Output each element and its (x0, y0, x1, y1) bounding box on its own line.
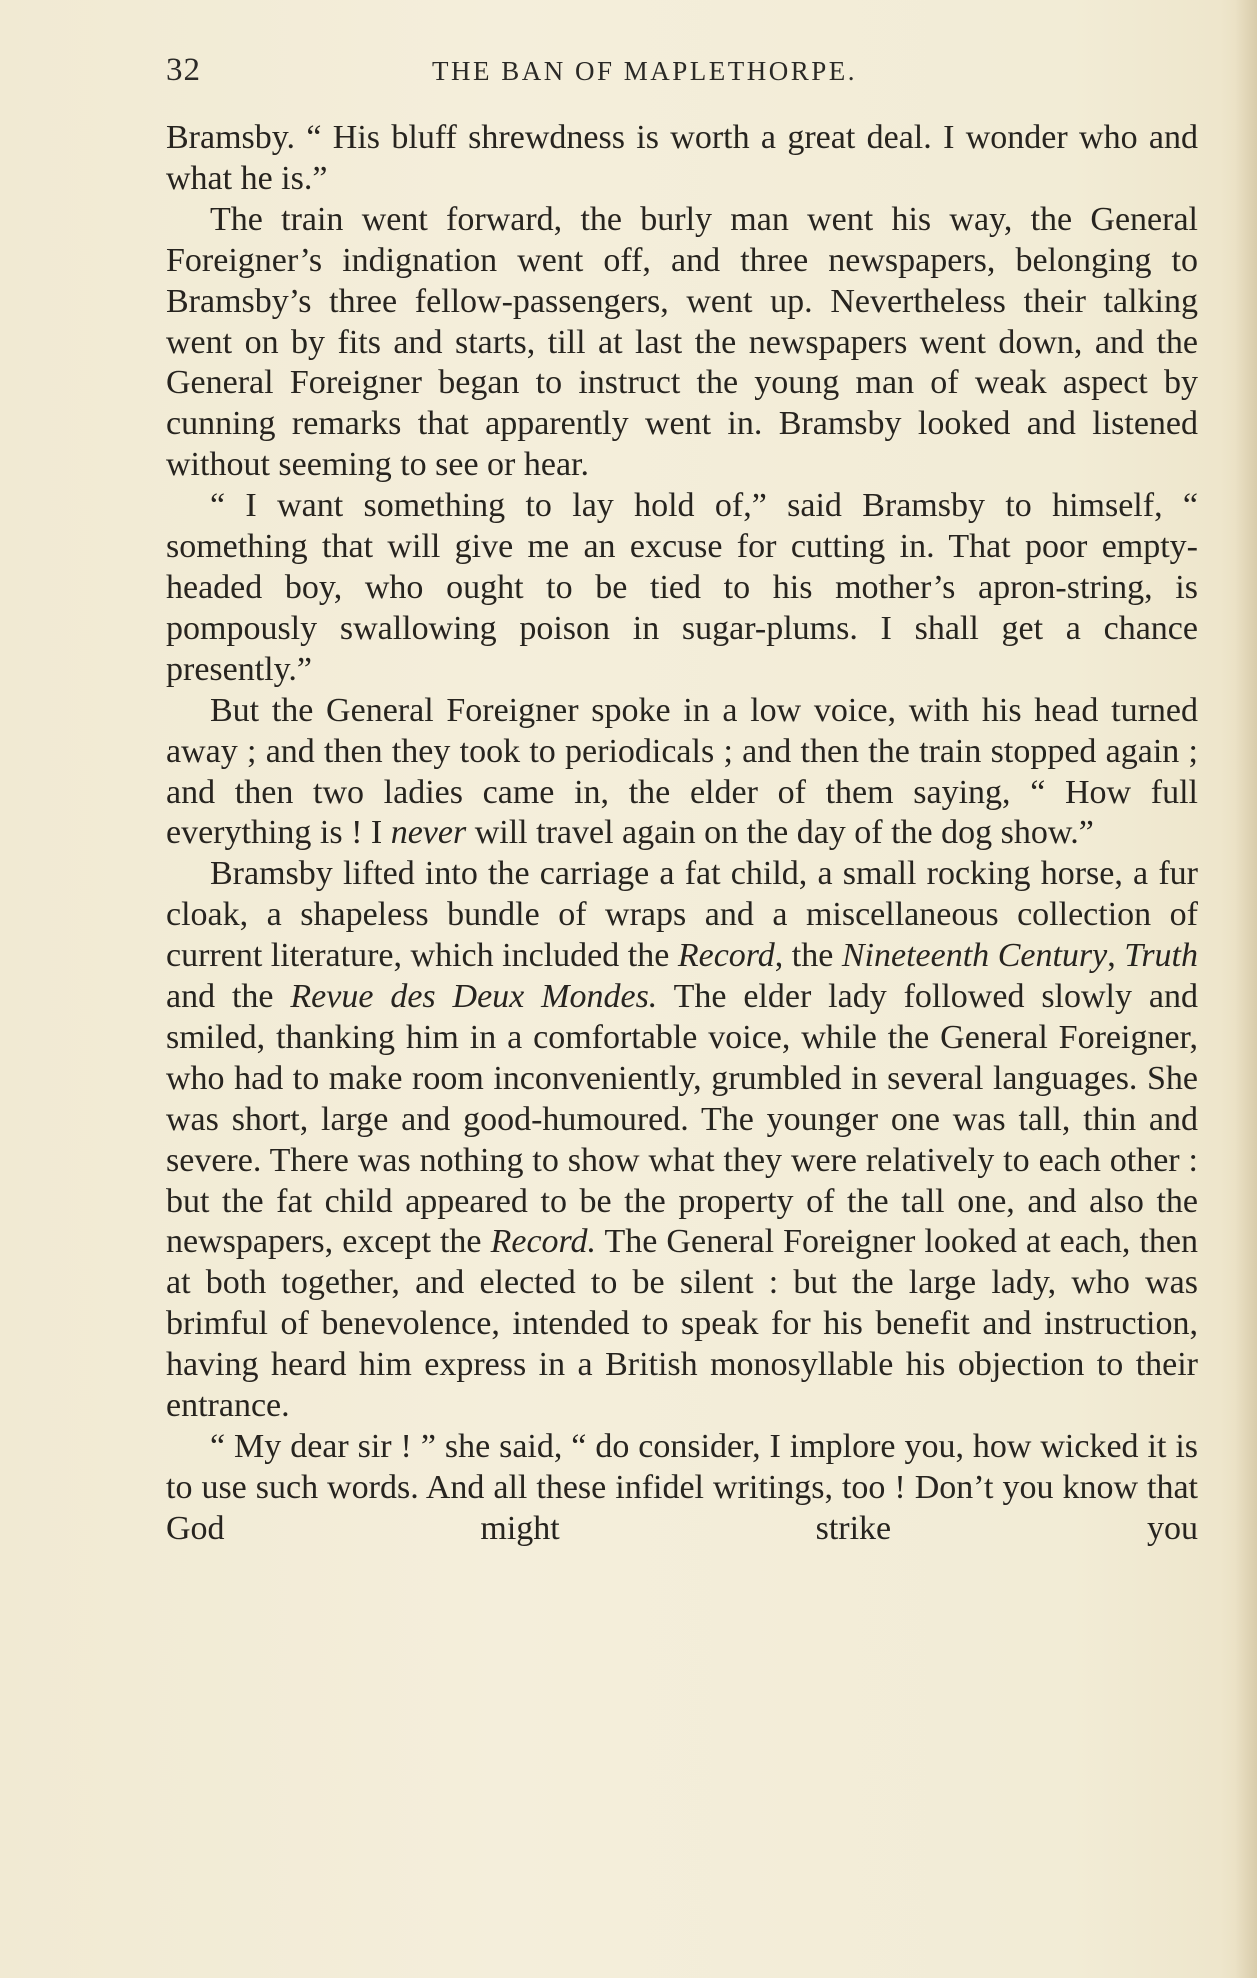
italic-text-run: Nineteenth Century (841, 937, 1108, 975)
running-head: THE BAN OF MAPLETHORPE. (432, 56, 858, 86)
body-text (166, 118, 1198, 1550)
text-run: and the (166, 978, 291, 1016)
text-run: , (1107, 937, 1125, 975)
italic-text-run: Truth (1124, 937, 1198, 975)
text-run: The General Foreigner looked at each, then at both together, and elected to be silent : but the large lady, who was brimful of benevolence, intended to speak for his benefit and instruction, having heard him express in a British monosyllable his objection to their entrance. (166, 1223, 1198, 1425)
italic-text-run: Revue des Deux Mondes. (290, 978, 658, 1016)
paragraph: Bramsby. “ His bluff shrewdness is worth a great deal. I wonder who and what he is.” (166, 119, 1198, 197)
text-run: But the General Foreigner spoke in a low voice, with his head turned away ; and then they took to periodicals ; and then the train stopped again ; and then two ladies came in, the elder of them saying, “ How full everything is ! I (166, 691, 1198, 852)
text-run: , the (774, 937, 842, 975)
text-run: Bramsby lifted into the carriage a fat child, a small rocking horse, a fur cloak, a shapeless bundle of wraps and a miscellaneous collection of current literature, which included the (166, 855, 1198, 975)
italic-text-run: Record. (490, 1223, 597, 1261)
paragraph: “ I want something to lay hold of,” said Bramsby to himself, “ something that will give me an excuse for cutting in. That poor empty-headed boy, who ought to be tied to his mother’s apron-string, is pompously swallowing poison in sugar-plums. I shall get a chance presently.” (166, 487, 1198, 688)
italic-text-run: never (390, 814, 467, 852)
paragraph (166, 691, 1198, 855)
text-run: will travel again on the day of the dog show.” (466, 814, 1094, 852)
paragraph: The train went forward, the burly man went his way, the General Foreigner’s indignation went off, and three newspapers, belonging to Bramsby’s three fellow-passengers, went up. Nevertheless their talking went on by fits and starts, till at last the newspapers went down, and the General Foreigner began to instruct the young man of weak aspect by cunning remarks that apparently went in. Bramsby looked and listened without seeming to see or hear. (166, 200, 1198, 484)
page-edge-shadow (1235, 0, 1257, 1978)
page-header (166, 52, 1206, 92)
page-number: 32 (166, 52, 201, 88)
italic-text-run: Record (677, 937, 775, 975)
paragraph (166, 854, 1198, 1427)
text-run: The elder lady followed slowly and smiled, thanking him in a comfortable voice, while the General Foreigner, who had to make room inconveniently, grumbled in several languages. She was short, large and good-humoured. The younger one was tall, thin and severe. There was nothing to show what they were relatively to each other : but the fat child appeared to be the property of the tall one, and also the newspapers, except the (166, 978, 1198, 1261)
paragraph: “ My dear sir ! ” she said, “ do consider, I implore you, how wicked it is to use such words. And all these infidel writings, too ! Don’t you know that God might strike you (166, 1428, 1198, 1547)
